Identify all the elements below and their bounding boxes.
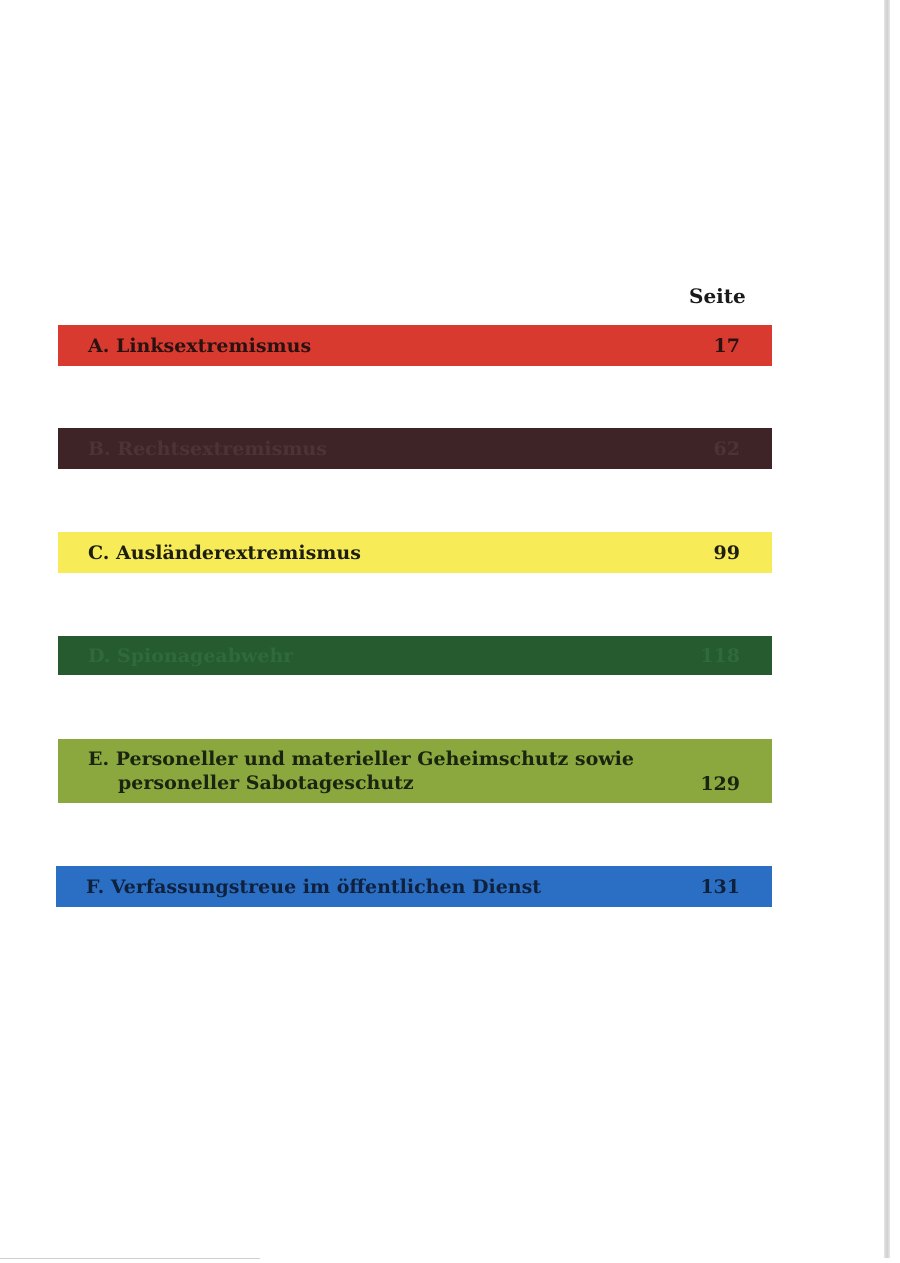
page-bottom-line bbox=[0, 1258, 260, 1259]
toc-entry-page: 17 bbox=[713, 334, 740, 357]
toc-entry-label-line2: personeller Sabotageschutz bbox=[118, 772, 414, 794]
toc-entry-page: 118 bbox=[700, 644, 740, 667]
toc-entry-e[interactable] bbox=[58, 739, 772, 803]
page-column-heading: Seite bbox=[689, 284, 746, 308]
toc-entry-label: F. Verfassungstreue im öffentlichen Dienst bbox=[86, 875, 542, 898]
toc-entry-d[interactable] bbox=[58, 636, 772, 675]
toc-entry-label bbox=[88, 747, 634, 795]
toc-entry-page: 62 bbox=[713, 437, 740, 460]
toc-entry-page: 129 bbox=[700, 773, 740, 795]
toc-entry-f[interactable] bbox=[56, 866, 772, 907]
toc-entry-page: 131 bbox=[700, 875, 740, 898]
toc-entry-b[interactable] bbox=[58, 428, 772, 469]
page-edge-shadow bbox=[884, 0, 890, 1258]
toc-entry-label: D. Spionageabwehr bbox=[88, 644, 294, 667]
toc-entry-label: B. Rechtsextremismus bbox=[88, 437, 327, 460]
toc-entry-label-line1: E. Personeller und materieller Geheimschutz sowie bbox=[88, 748, 634, 770]
toc-entry-a[interactable] bbox=[58, 325, 772, 366]
toc-entry-label: C. Ausländerextremismus bbox=[88, 541, 361, 564]
toc-entry-label: A. Linksextremismus bbox=[88, 334, 312, 357]
toc-entry-page: 99 bbox=[713, 541, 740, 564]
toc-entry-c[interactable] bbox=[58, 532, 772, 573]
